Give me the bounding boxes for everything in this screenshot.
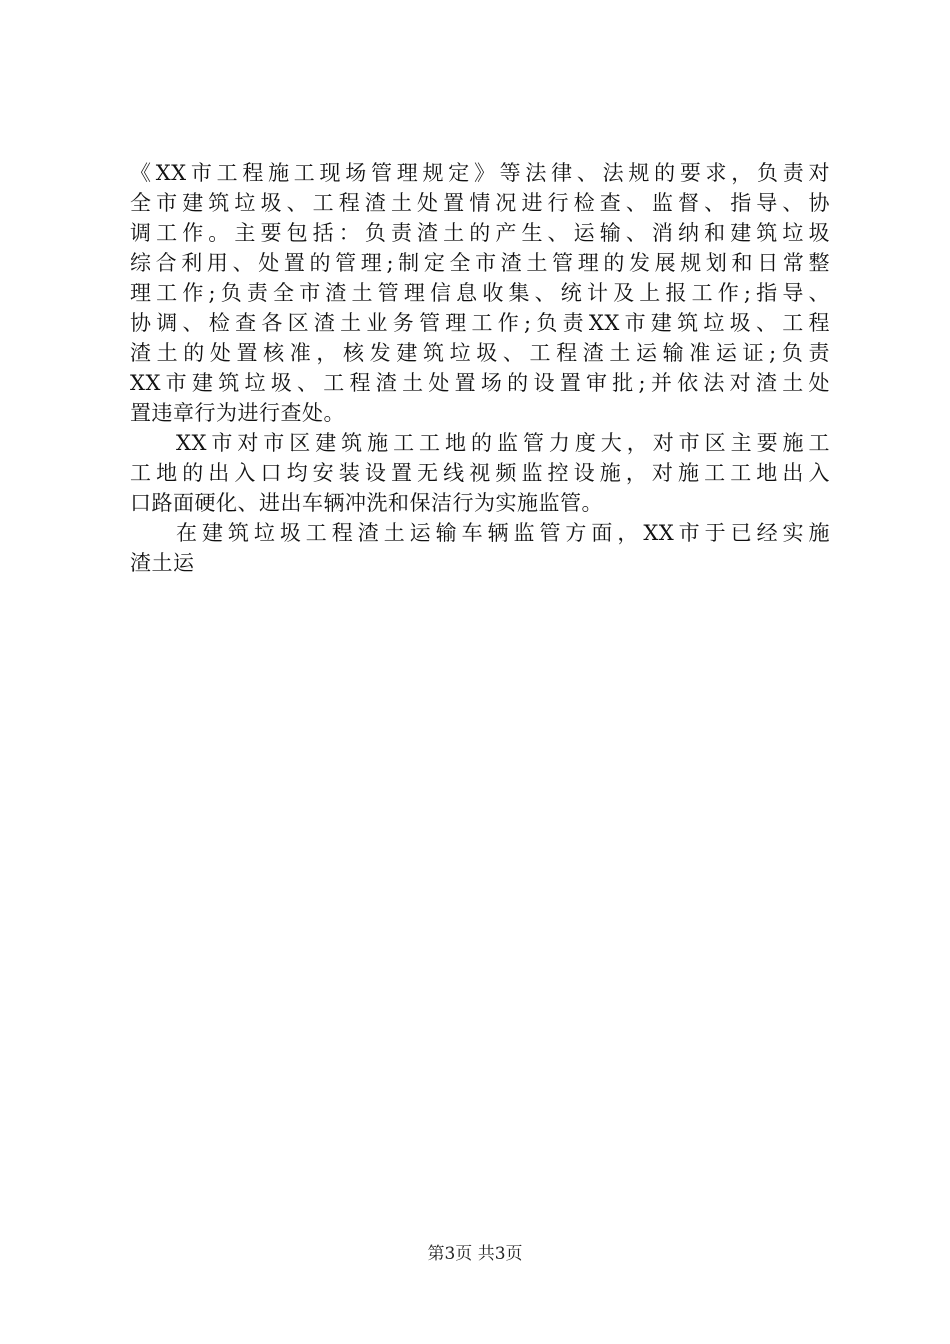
text-line: XX市对市区建筑施工工地的监管力度大，对市区主要施工 xyxy=(176,431,830,455)
document-body xyxy=(130,158,830,578)
text-line: 全市建筑垃圾、工程渣土处置情况进行检查、监督、指导、协 xyxy=(130,191,830,215)
text-line: 在建筑垃圾工程渣土运输车辆监管方面，XX市于已经实施 xyxy=(176,521,830,545)
paragraph-3 xyxy=(130,518,830,578)
text-line: 协调、检查各区渣土业务管理工作;负责XX市建筑垃圾、工程 xyxy=(130,311,830,335)
paragraph-2 xyxy=(130,428,830,518)
text-line: 工地的出入口均安装设置无线视频监控设施，对施工工地出入 xyxy=(130,461,830,485)
text-line: 综合利用、处置的管理;制定全市渣土管理的发展规划和日常整 xyxy=(130,251,830,275)
text-line: 《XX市工程施工现场管理规定》等法律、法规的要求，负责对 xyxy=(130,161,830,185)
text-line: 渣土的处置核准，核发建筑垃圾、工程渣土运输准运证;负责 xyxy=(130,341,830,365)
text-line: 口路面硬化、进出车辆冲洗和保洁行为实施监管。 xyxy=(130,491,603,515)
text-line: 置违章行为进行查处。 xyxy=(130,401,345,425)
text-line: 理工作;负责全市渣土管理信息收集、统计及上报工作;指导、 xyxy=(130,281,830,305)
text-line: 渣土运 xyxy=(130,551,195,575)
text-line: XX市建筑垃圾、工程渣土处置场的设置审批;并依法对渣土处 xyxy=(130,371,830,395)
paragraph-1 xyxy=(130,158,830,428)
text-line: 调工作。主要包括：负责渣土的产生、运输、消纳和建筑垃圾 xyxy=(130,221,830,245)
page-number-footer: 第3页 共3页 xyxy=(427,1244,523,1264)
